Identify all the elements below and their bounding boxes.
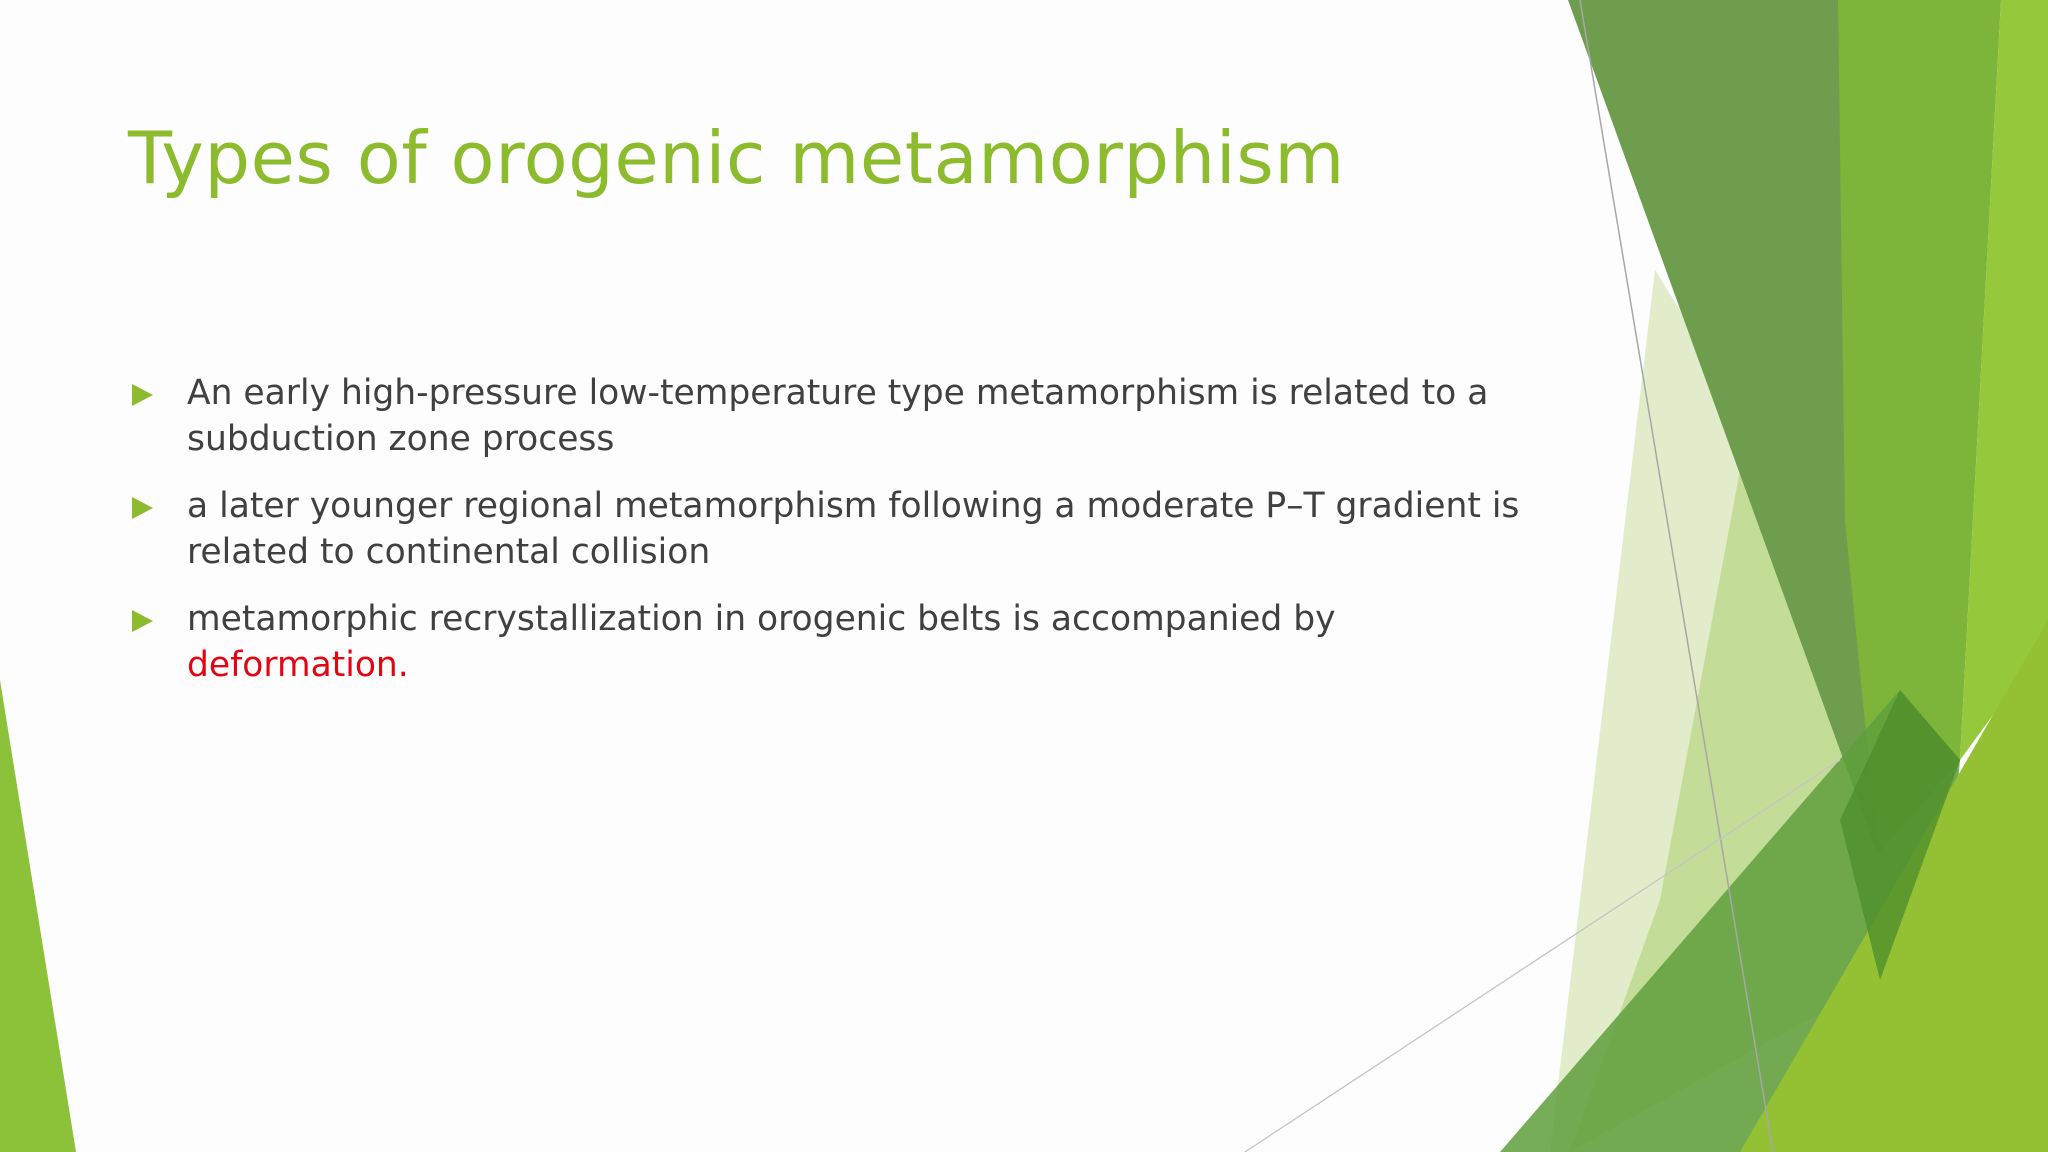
triangle-right-icon <box>132 610 153 632</box>
highlighted-term: deformation. <box>187 645 409 685</box>
bullet-item <box>132 596 1532 688</box>
slide-title: Types of orogenic metamorphism <box>128 116 1345 200</box>
bullet-item <box>132 370 1532 462</box>
bullet-text: An early high-pressure low-temperature type metamorphism is related to a subduction zone process <box>187 373 1489 459</box>
bullet-item <box>132 483 1532 575</box>
bullet-list <box>132 370 1532 709</box>
bullet-text: metamorphic recrystallization in orogenic belts is accompanied by <box>187 599 1336 639</box>
left-accent-shape <box>0 680 76 1152</box>
triangle-right-icon <box>132 497 153 519</box>
triangle-right-icon <box>132 384 153 406</box>
bullet-text: a later younger regional metamorphism following a moderate P–T gradient is related to continental collision <box>187 486 1520 572</box>
